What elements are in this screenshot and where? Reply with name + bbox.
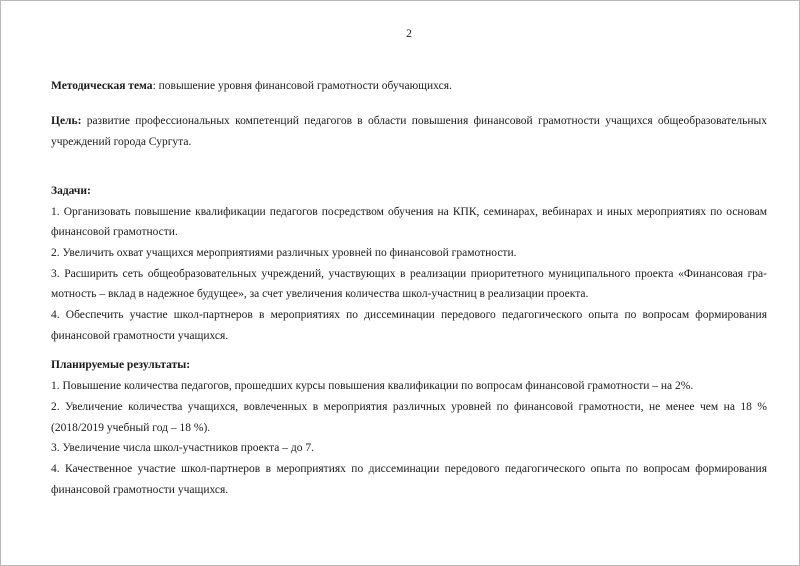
text-line <box>51 459 767 480</box>
text-line <box>51 181 767 202</box>
text-line <box>51 264 767 285</box>
text-line <box>51 305 767 326</box>
text-line <box>51 222 767 243</box>
tasks-heading <box>51 181 767 202</box>
task-3 <box>51 264 767 305</box>
text-line <box>51 355 767 376</box>
text-run: 4. Обеспечить участие школ-партнеров в мероприятиях по диссеминации передового педагогического опыта по вопросам формирования <box>51 309 767 322</box>
text-line <box>51 111 767 132</box>
text-run: развитие профессиональных компетенций педагогов в области повышения финансовой грамотности учащихся общеобразовательных <box>81 115 767 128</box>
text-run: (2018/2019 учебный год – 18 %). <box>51 421 211 434</box>
page-number: 2 <box>406 28 412 40</box>
methodical-theme <box>51 76 767 97</box>
text-run: мотность – вклад в надежное будущее», за счет увеличения количества школ-участниц в реализации проекта. <box>51 288 589 301</box>
text-run: : повышение уровня финансовой грамотности обучающихся. <box>152 79 452 92</box>
text-run: 2. Увеличение количества учащихся, вовлеченных в мероприятия различных уровней по финансовой грамотности, не менее чем на 18 % <box>51 400 767 413</box>
text-line <box>51 397 767 418</box>
text-line <box>51 438 767 459</box>
text-line <box>51 76 767 97</box>
result-1 <box>51 376 767 397</box>
results-heading <box>51 355 767 376</box>
page-header <box>51 24 767 45</box>
bold-text-run: Цель: <box>51 115 82 128</box>
bold-text-run: Планируемые результаты: <box>51 359 191 372</box>
task-1 <box>51 202 767 243</box>
goal <box>51 111 767 152</box>
result-3 <box>51 438 767 459</box>
text-run: 3. Увеличение числа школ-участников проекта – до 7. <box>51 442 315 455</box>
text-line <box>51 132 767 153</box>
text-run: финансовой грамотности учащихся. <box>51 329 229 342</box>
text-line <box>51 202 767 223</box>
result-2 <box>51 397 767 438</box>
text-run: 1. Повышение количества педагогов, прошедших курсы повышения квалификации по вопросам финансовой грамотности – на 2%. <box>51 380 694 393</box>
bold-text-run: Методическая тема <box>51 79 153 92</box>
text-run: 4. Качественное участие школ-партнеров в мероприятиях по диссеминации передового педагогического опыта по вопросам формирования <box>51 462 767 475</box>
task-4 <box>51 305 767 346</box>
bold-text-run: Задачи: <box>51 184 91 197</box>
text-run: 2. Увеличить охват учащихся мероприятиями различных уровней по финансовой грамотности. <box>51 246 517 259</box>
text-run: учреждений города Сургута. <box>51 136 192 149</box>
text-run: финансовой грамотности. <box>51 226 178 239</box>
document-content <box>51 76 767 501</box>
text-line <box>51 418 767 439</box>
text-run: 1. Организовать повышение квалификации педагогов посредством обучения на КПК, семинарах, вебинарах и иных мероприятиях по основам <box>51 205 767 218</box>
task-2 <box>51 243 767 264</box>
text-line <box>51 326 767 347</box>
text-line <box>51 480 767 501</box>
text-run: 3. Расширить сеть общеобразовательных учреждений, участвующих в реализации приоритетного муниципального проекта «Финансовая гра- <box>51 267 767 280</box>
text-line <box>51 376 767 397</box>
result-4 <box>51 459 767 500</box>
text-line <box>51 284 767 305</box>
text-run: финансовой грамотности учащихся. <box>51 483 229 496</box>
text-line <box>51 243 767 264</box>
